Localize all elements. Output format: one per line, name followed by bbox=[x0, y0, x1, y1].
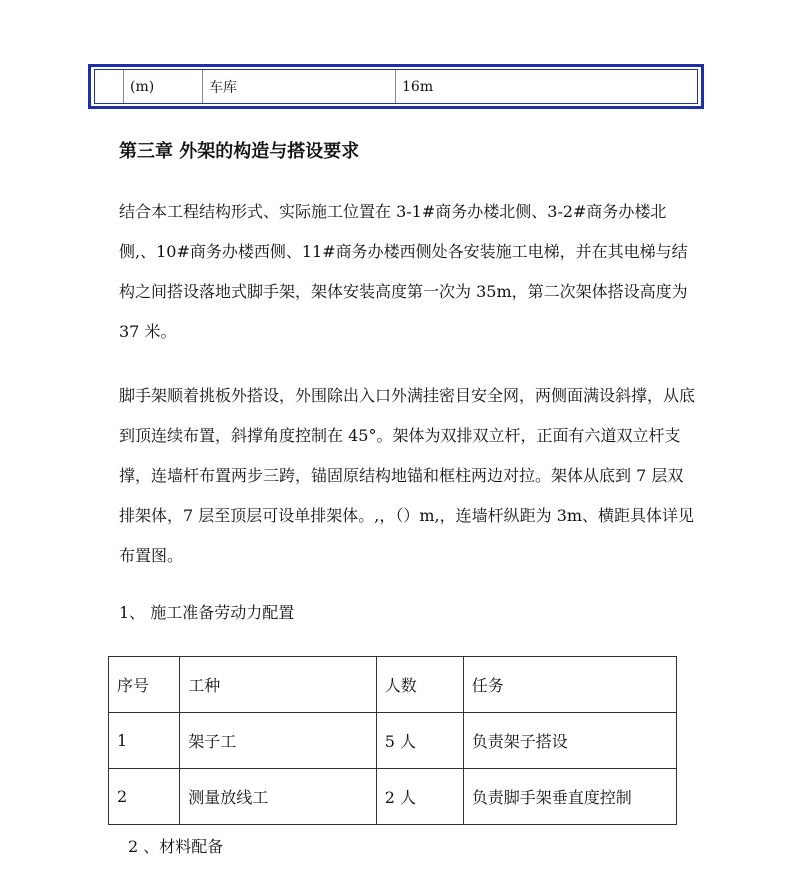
table-cell: 16m bbox=[396, 70, 698, 103]
table-cell: 2 bbox=[109, 769, 180, 825]
section-title-labor: 1、 施工准备劳动力配置 bbox=[119, 603, 295, 622]
table-cell: (m) bbox=[124, 70, 203, 103]
top-table-fragment bbox=[88, 64, 704, 109]
table-cell: 车库 bbox=[203, 70, 396, 103]
paragraph-construction-location: 结合本工程结构形式、实际施工位置在 3-1#商务办楼北侧、3-2#商务办楼北侧,、10#商务办楼西侧、11#商务办楼西侧处各安装施工电梯，并在其电梯与结构之间搭设落地式脚手架，架体安装高度第一次为 35m，第二次架体搭设高度为 37 米。 bbox=[119, 202, 688, 341]
column-header: 序号 bbox=[109, 657, 180, 713]
table-cell: 负责脚手架垂直度控制 bbox=[463, 769, 676, 825]
table-header-row bbox=[109, 657, 677, 713]
table-cell: 负责架子搭设 bbox=[463, 713, 676, 769]
column-header: 人数 bbox=[376, 657, 463, 713]
top-table bbox=[95, 70, 697, 103]
chapter-heading: 第三章 外架的构造与搭设要求 bbox=[119, 141, 360, 162]
top-table-inner-border bbox=[94, 69, 698, 104]
table-row bbox=[95, 70, 697, 103]
paragraph-scaffold-structure: 脚手架顺着挑板外搭设，外围除出入口外满挂密目安全网，两侧面满设斜撑，从底到顶连续布置，斜撑角度控制在 45°。架体为双排双立杆，正面有六道双立杆支撑，连墙杆布置两步三跨，锚固原结构地锚和框柱两边对拉。架体从底到 7 层双排架体，7 层至顶层可设单排架体。,，（）m,，连墙杆纵距为 3m、横距具体详见布置图。 bbox=[119, 386, 696, 565]
table-row bbox=[109, 769, 677, 825]
table-cell: 测量放线工 bbox=[180, 769, 376, 825]
table-cell-empty bbox=[95, 70, 124, 103]
column-header: 工种 bbox=[180, 657, 376, 713]
table-cell: 5 人 bbox=[376, 713, 463, 769]
table-cell: 2 人 bbox=[376, 769, 463, 825]
table-cell: 架子工 bbox=[180, 713, 376, 769]
table-row bbox=[109, 713, 677, 769]
column-header: 任务 bbox=[463, 657, 676, 713]
table-cell: 1 bbox=[109, 713, 180, 769]
section-title-materials: 2 、材料配备 bbox=[128, 837, 224, 856]
labor-table bbox=[108, 656, 677, 825]
